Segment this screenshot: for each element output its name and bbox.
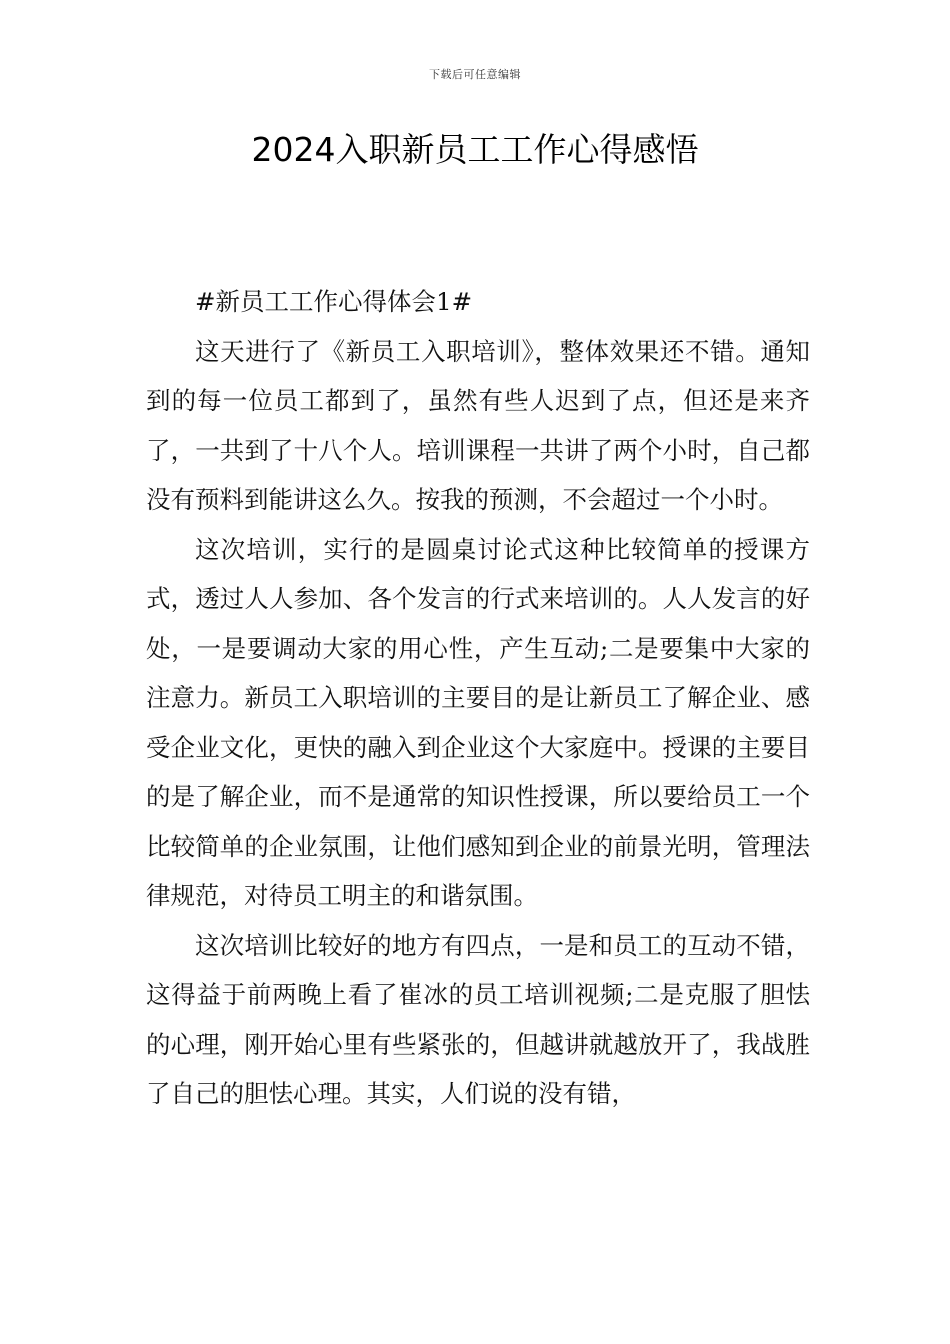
header-note: 下载后可任意编辑 <box>429 68 521 81</box>
paragraph-3: 这次培训比较好的地方有四点，一是和员工的互动不错，这得益于前两晚上看了崔冰的员工培训视频;二是克服了胆怯的心理，刚开始心里有些紧张的，但越讲就越放开了，我战胜了自己的胆怯心理。其实，人们说的没有错， <box>146 930 810 1108</box>
document-title: 2024入职新员工工作心得感悟 <box>251 130 699 169</box>
paragraph-2: 这次培训，实行的是圆桌讨论式这种比较简单的授课方式，透过人人参加、各个发言的行式来培训的。人人发言的好处，一是要调动大家的用心性，产生互动;二是要集中大家的注意力。新员工入职培训的主要目的是让新员工了解企业、感受企业文化，更快的融入到企业这个大家庭中。授课的主要目的是了解企业，而不是通常的知识性授课，所以要给员工一个比较简单的企业氛围，让他们感知到企业的前景光明，管理法律规范，对待员工明主的和谐氛围。 <box>146 534 810 910</box>
paragraph-1: 这天进行了《新员工入职培训》，整体效果还不错。通知到的每一位员工都到了，虽然有些人迟到了点，但还是来齐了，一共到了十八个人。培训课程一共讲了两个小时，自己都没有预料到能讲这么久。按我的预测，不会超过一个小时。 <box>146 336 810 514</box>
section-heading: #新员工工作心得体会1# <box>195 287 473 316</box>
document-body <box>146 277 810 1119</box>
